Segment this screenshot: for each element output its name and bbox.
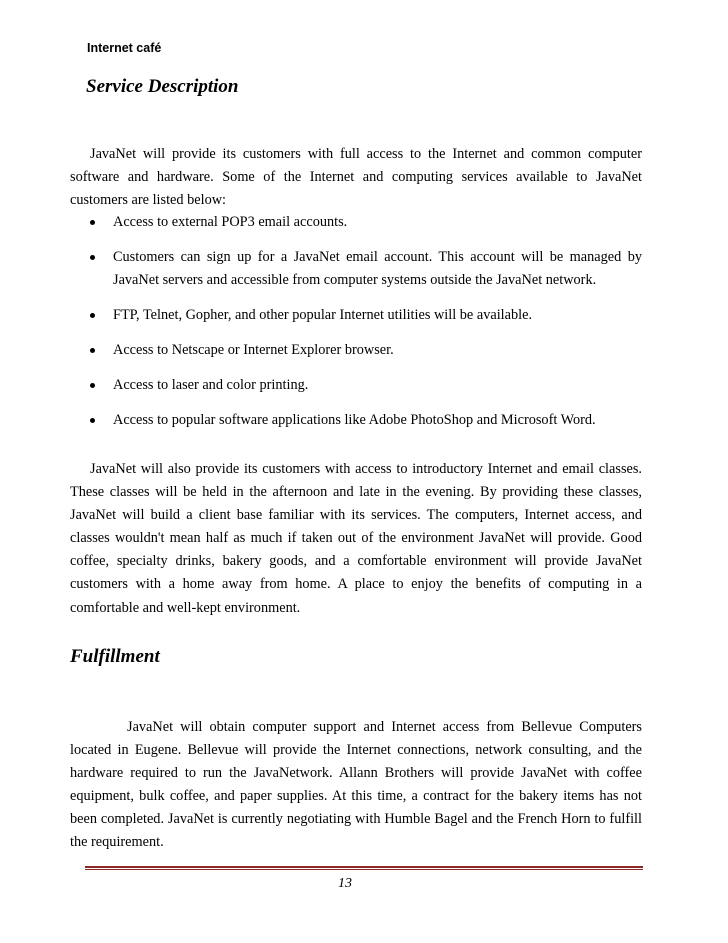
running-header: Internet café xyxy=(87,41,162,55)
fulfillment-paragraph: JavaNet will obtain computer support and Internet access from Bellevue Computers located in Eugene. Bellevue will provide the Internet connections, network consulting, and the hardware required to run the JavaNetwork. Allann Brothers will provide JavaNet with coffee equipment, bulk coffee, and paper supplies. At this time, a contract for the bakery items has not been completed. JavaNet is currently negotiating with Humble Bagel and the French Horn to fulfill the requirement. xyxy=(70,719,642,851)
list-item-text: Customers can sign up for a JavaNet email account. This account will be managed by JavaNet servers and accessible from computer systems outside the JavaNet network. xyxy=(113,249,642,288)
footer-rule xyxy=(85,866,643,868)
list-item xyxy=(70,304,642,327)
list-item-text: Access to popular software applications like Adobe PhotoShop and Microsoft Word. xyxy=(113,412,596,428)
section-title-fulfillment: Fulfillment xyxy=(70,646,160,667)
list-item-text: Access to external POP3 email accounts. xyxy=(113,214,348,230)
section-title-service-description: Service Description xyxy=(86,76,239,97)
intro-paragraph: JavaNet will provide its customers with full access to the Internet and common computer software and hardware. Some of the Internet and computing services available to JavaNet customers are listed below: xyxy=(70,146,642,209)
bullet-icon xyxy=(90,418,95,423)
list-item xyxy=(70,374,642,397)
services-list xyxy=(70,211,642,444)
list-item xyxy=(70,409,642,432)
footer-rule-thin xyxy=(85,869,643,870)
bullet-icon xyxy=(90,348,95,353)
page-number: 13 xyxy=(338,876,352,891)
bullet-icon xyxy=(90,220,95,225)
list-item xyxy=(70,339,642,362)
classes-paragraph: JavaNet will also provide its customers with access to introductory Internet and email classes. These classes will be held in the afternoon and late in the evening. By providing these classes, JavaNet will build a client base familiar with its services. The computers, Internet access, and classes wouldn't mean half as much if taken out of the environment JavaNet will provide. Good coffee, specialty drinks, bakery goods, and a comfortable environment will provide JavaNet customers with a home away from home. A place to enjoy the benefits of computing in a comfortable and well-kept environment. xyxy=(70,461,642,616)
list-item-text: Access to laser and color printing. xyxy=(113,377,309,393)
list-item xyxy=(70,246,642,292)
list-item-text: FTP, Telnet, Gopher, and other popular Internet utilities will be available. xyxy=(113,307,533,323)
bullet-icon xyxy=(90,313,95,318)
list-item xyxy=(70,211,642,234)
list-item-text: Access to Netscape or Internet Explorer browser. xyxy=(113,342,394,358)
bullet-icon xyxy=(90,383,95,388)
bullet-icon xyxy=(90,255,95,260)
